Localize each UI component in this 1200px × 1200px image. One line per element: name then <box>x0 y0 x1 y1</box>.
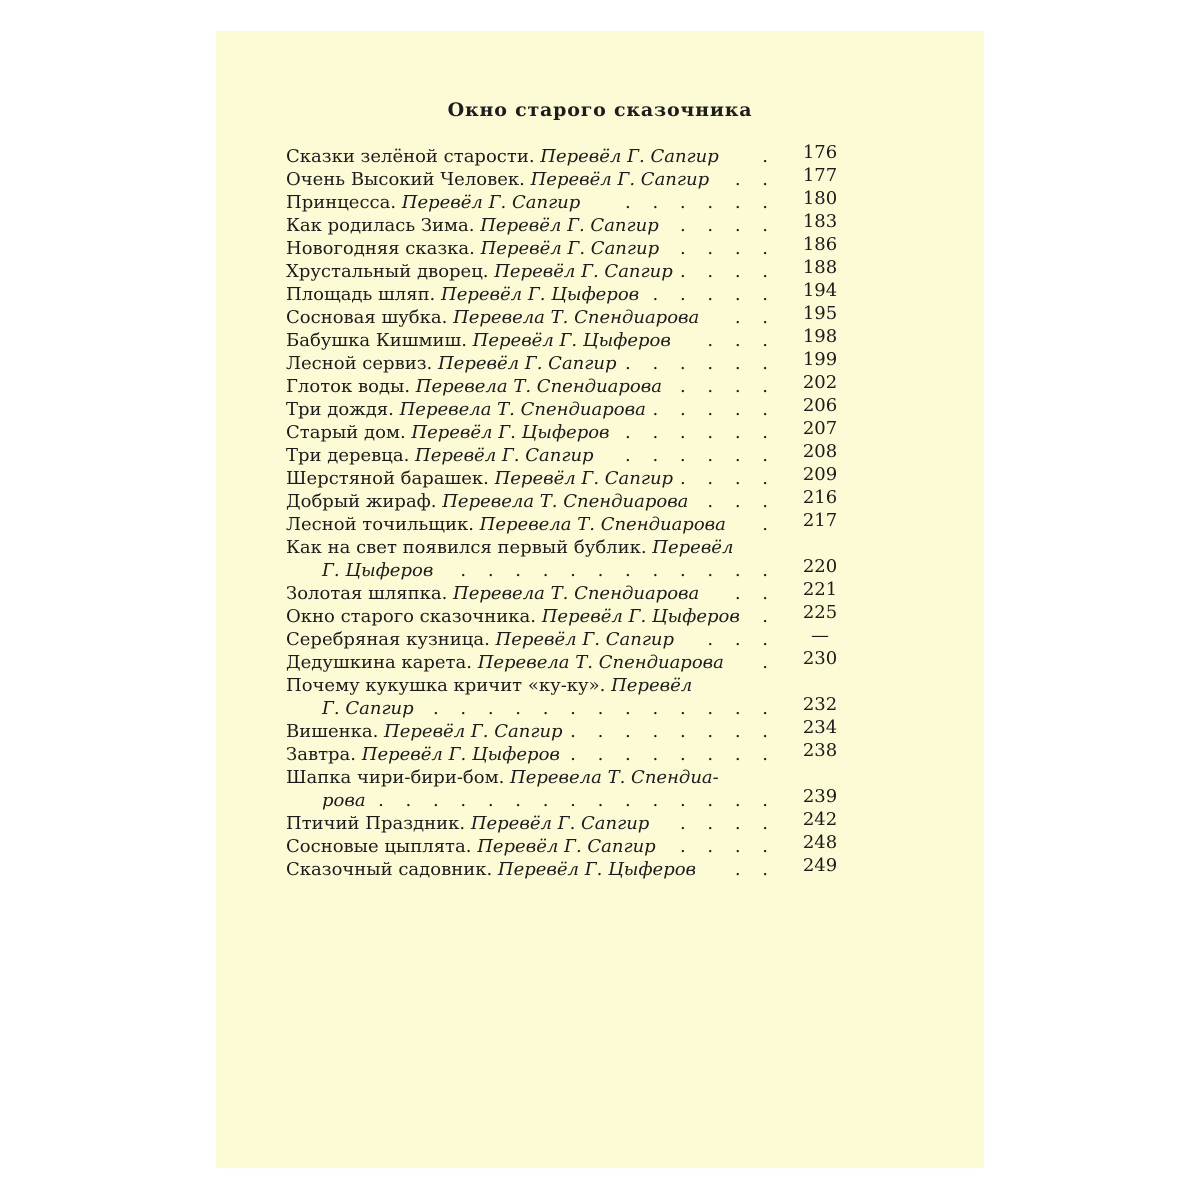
entry-translator: Перевёл Г. Цыферов <box>541 606 740 627</box>
entry-text <box>286 168 709 191</box>
entry-text <box>286 444 594 467</box>
page-number: 221 <box>802 579 838 600</box>
page-number: 217 <box>802 510 838 531</box>
entry-translator: Перевела Т. Спендиарова <box>453 583 700 604</box>
entry-translator: Перевёл Г. Сапгир <box>401 192 581 213</box>
entry-translator: Перевёл <box>652 537 734 558</box>
entry-title: Птичий Праздник. <box>286 813 471 834</box>
toc-line <box>286 766 842 789</box>
entry-title: Очень Высокий Человек. <box>286 169 531 190</box>
entry-title: Принцесса. <box>286 192 402 213</box>
page-number: 195 <box>802 303 838 324</box>
entry-translator: Перевела Т. Спендиа- <box>510 767 719 788</box>
toc-line <box>286 142 842 168</box>
entry-text <box>286 835 656 858</box>
leader-dots: . <box>762 652 776 673</box>
leader-dots: . <box>762 146 776 167</box>
toc-line <box>286 717 842 743</box>
entry-text <box>286 145 719 168</box>
entry-title: Шапка чири-бири-бом. <box>286 767 511 788</box>
page-number: — <box>811 625 829 646</box>
toc-line <box>286 579 842 605</box>
toc-line <box>286 855 842 881</box>
entry-translator: Перевёл Г. Сапгир <box>494 468 674 489</box>
toc-line <box>286 280 842 306</box>
leader-dots: . . . . <box>679 261 776 282</box>
entry-translator: рова <box>322 790 366 811</box>
page-number: 208 <box>802 441 838 462</box>
entry-translator: Г. Цыферов <box>322 560 434 581</box>
page-number: 249 <box>802 855 838 876</box>
entry-translator: Перевёл Г. Сапгир <box>530 169 710 190</box>
entry-translator: Перевёл Г. Сапгир <box>495 629 675 650</box>
toc-line <box>286 510 842 536</box>
entry-translator: Перевёл Г. Цыферов <box>497 859 697 880</box>
entry-translator: Перевела Т. Спендиарова <box>415 376 662 397</box>
leader-dots: . . . . . . . . . . . . . <box>432 698 776 719</box>
entry-text <box>286 237 659 260</box>
leader-dots: . . . . . . . . . . . . . . . <box>378 790 776 811</box>
entry-text <box>286 812 649 835</box>
entry-text <box>322 559 433 582</box>
entry-translator: Перевёл Г. Сапгир <box>470 813 650 834</box>
entry-title: Глоток воды. <box>286 376 416 397</box>
entry-title: Три деревца. <box>286 445 416 466</box>
page-number: 199 <box>802 349 838 370</box>
toc-line <box>286 188 842 214</box>
leader-dots: . . . . . . . . <box>570 744 776 765</box>
entry-title: Дедушкина карета. <box>286 652 478 673</box>
entry-title: Сказки зелёной старости. <box>286 146 541 167</box>
leader-dots: . . . . <box>679 376 776 397</box>
toc-line <box>286 464 842 490</box>
toc-line <box>286 441 842 467</box>
leader-dots: . . . . . <box>652 284 776 305</box>
entry-text <box>286 421 610 444</box>
toc-line <box>286 809 842 835</box>
toc-line <box>286 418 842 444</box>
toc-line <box>286 211 842 237</box>
toc-line <box>286 602 842 628</box>
toc-line <box>286 234 842 260</box>
leader-dots: . . . . <box>679 836 776 857</box>
entry-title: Новогодняя сказка. <box>286 238 481 259</box>
entry-text <box>286 743 560 766</box>
entry-translator: Перевёл Г. Сапгир <box>477 836 656 857</box>
page-number: 220 <box>802 556 838 577</box>
entry-text <box>286 651 724 674</box>
page-number: 177 <box>802 165 838 186</box>
toc-line <box>286 674 842 697</box>
page-number: 207 <box>802 418 838 439</box>
page-number: 232 <box>802 694 838 715</box>
leader-dots: . <box>762 514 776 535</box>
entry-translator: Перевёл Г. Цыферов <box>411 422 610 443</box>
entry-title: Почему кукушка кричит «ку-ку». <box>286 675 612 696</box>
page-number: 242 <box>802 809 838 830</box>
entry-translator: Перевёл <box>611 675 693 696</box>
leader-dots: . . . <box>707 491 776 512</box>
entry-text <box>286 674 692 697</box>
entry-title: Сосновая шубка. <box>286 307 454 328</box>
entry-text <box>286 191 580 214</box>
entry-text <box>286 766 719 789</box>
leader-dots: . . . . <box>679 813 776 834</box>
page-number: 202 <box>802 372 838 393</box>
page-number: 216 <box>802 487 838 508</box>
section-title: Окно старого сказочника <box>447 99 753 121</box>
entry-title: Шерстяной барашек. <box>286 468 495 489</box>
toc-line <box>286 536 842 559</box>
entry-text <box>286 329 671 352</box>
page-number: 209 <box>802 464 838 485</box>
toc-line <box>286 694 842 720</box>
entry-text <box>286 582 699 605</box>
entry-text <box>286 214 659 237</box>
toc-line <box>286 832 842 858</box>
entry-translator: Перевёл Г. Цыферов <box>472 330 671 351</box>
entry-translator: Перевёл Г. Сапгир <box>384 721 563 742</box>
page-number: 183 <box>802 211 838 232</box>
entry-title: Серебряная кузница. <box>286 629 496 650</box>
entry-translator: Перевёл Г. Цыферов <box>441 284 640 305</box>
entry-text <box>286 352 616 375</box>
entry-title: Сказочный садовник. <box>286 859 498 880</box>
entry-translator: Перевёл Г. Сапгир <box>540 146 719 167</box>
entry-translator: Перевёл Г. Цыферов <box>361 744 560 765</box>
entry-text <box>286 858 696 881</box>
toc-line <box>286 326 842 352</box>
leader-dots: . . . . . . <box>625 192 776 213</box>
page-number: 180 <box>802 188 838 209</box>
leader-dots: . . . . . . <box>625 445 776 466</box>
entry-text <box>286 398 646 421</box>
leader-dots: . . <box>734 169 776 190</box>
entry-text <box>286 513 726 536</box>
entry-text <box>322 789 366 812</box>
entry-translator: Перевела Т. Спендиарова <box>453 307 700 328</box>
leader-dots: . . . . . . <box>625 353 776 374</box>
toc-line <box>286 395 842 421</box>
entry-text <box>322 697 414 720</box>
toc-line <box>286 786 842 812</box>
entry-translator: Перевела Т. Спендиарова <box>399 399 646 420</box>
leader-dots: . . <box>734 859 776 880</box>
leader-dots: . . <box>734 583 776 604</box>
toc-line <box>286 740 842 766</box>
leader-dots: . . . . . <box>652 399 776 420</box>
entry-text <box>286 720 563 743</box>
entry-text <box>286 260 673 283</box>
entry-translator: Перевела Т. Спендиарова <box>442 491 689 512</box>
leader-dots: . . . . . . <box>625 422 776 443</box>
page-number: 206 <box>802 395 838 416</box>
toc-line <box>286 487 842 513</box>
entry-title: Хрустальный дворец. <box>286 261 495 282</box>
leader-dots: . . . . <box>679 238 776 259</box>
entry-text <box>286 628 674 651</box>
leader-dots: . . . . . . . . . . . . <box>460 560 776 581</box>
entry-text <box>286 605 740 628</box>
entry-translator: Перевёл Г. Сапгир <box>415 445 594 466</box>
entry-title: Старый дом. <box>286 422 412 443</box>
entry-translator: Перевела Т. Спендиарова <box>479 514 726 535</box>
entry-title: Площадь шляп. <box>286 284 442 305</box>
page-number: 176 <box>802 142 838 163</box>
entry-title: Как родилась Зима. <box>286 215 481 236</box>
entry-translator: Перевёл Г. Сапгир <box>480 215 659 236</box>
toc-line <box>286 349 842 375</box>
leader-dots: . . . . <box>679 468 776 489</box>
entry-title: Добрый жираф. <box>286 491 443 512</box>
entry-translator: Перевёл Г. Сапгир <box>494 261 673 282</box>
entry-title: Золотая шляпка. <box>286 583 454 604</box>
entry-text <box>286 536 733 559</box>
entry-text <box>286 283 639 306</box>
entry-title: Вишенка. <box>286 721 385 742</box>
toc-line <box>286 556 842 582</box>
entry-title: Три дождя. <box>286 399 400 420</box>
entry-translator: Перевела Т. Спендиарова <box>477 652 724 673</box>
page-number: 225 <box>802 602 838 623</box>
page-number: 188 <box>802 257 838 278</box>
toc-line <box>286 648 842 674</box>
entry-translator: Перевёл Г. Сапгир <box>480 238 660 259</box>
entry-title: Как на свет появился первый бублик. <box>286 537 653 558</box>
leader-dots: . . <box>734 307 776 328</box>
page-number: 239 <box>802 786 838 807</box>
entry-title: Бабушка Кишмиш. <box>286 330 473 351</box>
leader-dots: . . . <box>707 330 776 351</box>
entry-text <box>286 490 688 513</box>
entry-text <box>286 467 673 490</box>
page-number: 194 <box>802 280 838 301</box>
page-number: 234 <box>802 717 838 738</box>
toc-line <box>286 257 842 283</box>
page-number: 248 <box>802 832 838 853</box>
page-number: 238 <box>802 740 838 761</box>
entry-translator: Г. Сапгир <box>322 698 414 719</box>
page-number: 230 <box>802 648 838 669</box>
entry-translator: Перевёл Г. Сапгир <box>437 353 617 374</box>
entry-title: Окно старого сказочника. <box>286 606 542 627</box>
entry-title: Завтра. <box>286 744 362 765</box>
entry-text <box>286 375 662 398</box>
toc-line <box>286 372 842 398</box>
toc-line <box>286 625 842 651</box>
entry-text <box>286 306 699 329</box>
page-number: 198 <box>802 326 838 347</box>
entry-title: Лесной сервиз. <box>286 353 438 374</box>
leader-dots: . . . . . . . . <box>570 721 776 742</box>
entry-title: Сосновые цыплята. <box>286 836 478 857</box>
page-number: 186 <box>802 234 838 255</box>
toc-line <box>286 303 842 329</box>
leader-dots: . . . <box>707 629 776 650</box>
toc-line <box>286 165 842 191</box>
entry-title: Лесной точильщик. <box>286 514 480 535</box>
leader-dots: . . . . <box>679 215 776 236</box>
table-of-contents <box>286 142 842 881</box>
leader-dots: . <box>762 606 776 627</box>
